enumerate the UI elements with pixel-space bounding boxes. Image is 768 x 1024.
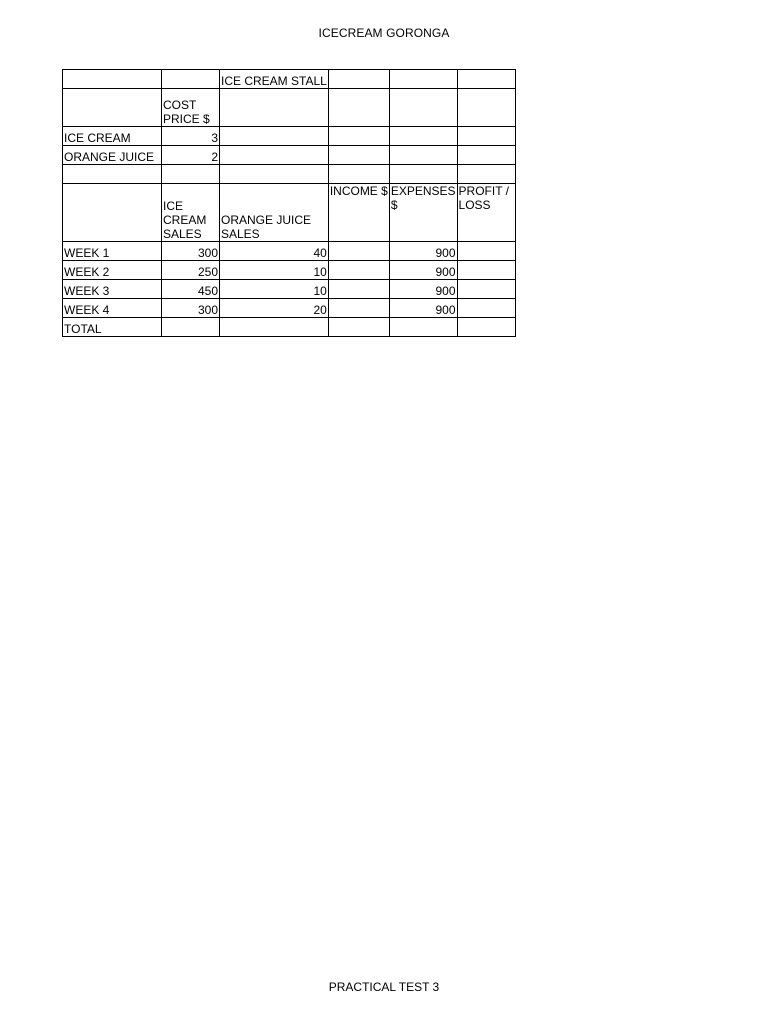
cell[interactable] — [162, 70, 220, 89]
ice-cream-sales-cell[interactable]: 250 — [162, 261, 220, 280]
table-row-item — [63, 127, 516, 146]
total-label-cell[interactable]: TOTAL — [63, 318, 162, 337]
expenses-cell[interactable]: 900 — [389, 242, 457, 261]
expenses-cell[interactable]: 900 — [389, 299, 457, 318]
item-cost-cell[interactable]: 2 — [162, 146, 220, 165]
table-row-title — [63, 70, 516, 89]
income-cell[interactable] — [328, 299, 389, 318]
item-name-cell[interactable]: ICE CREAM — [63, 127, 162, 146]
week-label-cell[interactable]: WEEK 1 — [63, 242, 162, 261]
table-row-week — [63, 280, 516, 299]
cell[interactable] — [162, 318, 220, 337]
stall-title-cell[interactable]: ICE CREAM STALL — [220, 70, 329, 89]
orange-juice-sales-cell[interactable]: 40 — [220, 242, 329, 261]
expenses-header[interactable]: EXPENSES $ — [389, 184, 457, 242]
expenses-cell[interactable]: 900 — [389, 261, 457, 280]
profit-loss-header[interactable]: PROFIT / LOSS — [457, 184, 515, 242]
expenses-cell[interactable]: 900 — [389, 280, 457, 299]
cell[interactable] — [328, 318, 389, 337]
table-row-week — [63, 242, 516, 261]
cell[interactable] — [328, 127, 389, 146]
table-row-column-headers — [63, 184, 516, 242]
table-row-week — [63, 261, 516, 280]
ice-cream-sales-cell[interactable]: 300 — [162, 299, 220, 318]
profit-loss-cell[interactable] — [457, 242, 515, 261]
table-row-empty — [63, 165, 516, 184]
cell[interactable] — [389, 318, 457, 337]
profit-loss-cell[interactable] — [457, 261, 515, 280]
cell[interactable] — [389, 127, 457, 146]
item-cost-cell[interactable]: 3 — [162, 127, 220, 146]
item-name-cell[interactable]: ORANGE JUICE — [63, 146, 162, 165]
income-cell[interactable] — [328, 261, 389, 280]
cell[interactable] — [220, 127, 329, 146]
page-title: ICECREAM GORONGA — [318, 26, 450, 40]
cell[interactable] — [457, 165, 515, 184]
ice-cream-sales-cell[interactable]: 300 — [162, 242, 220, 261]
cell[interactable] — [457, 127, 515, 146]
profit-loss-cell[interactable] — [457, 299, 515, 318]
income-cell[interactable] — [328, 242, 389, 261]
table-row-item — [63, 146, 516, 165]
cell[interactable] — [63, 165, 162, 184]
profit-loss-cell[interactable] — [457, 280, 515, 299]
week-label-cell[interactable]: WEEK 3 — [63, 280, 162, 299]
cell[interactable] — [162, 165, 220, 184]
cell[interactable] — [389, 70, 457, 89]
cell[interactable] — [63, 70, 162, 89]
cell[interactable] — [328, 70, 389, 89]
cell[interactable] — [328, 89, 389, 127]
orange-juice-sales-cell[interactable]: 10 — [220, 280, 329, 299]
cell[interactable] — [389, 89, 457, 127]
income-header[interactable]: INCOME $ — [328, 184, 389, 242]
cell[interactable] — [220, 146, 329, 165]
footer-label: PRACTICAL TEST 3 — [328, 980, 440, 994]
cell[interactable] — [389, 146, 457, 165]
cell[interactable] — [63, 89, 162, 127]
cell[interactable] — [328, 146, 389, 165]
cell[interactable] — [220, 89, 329, 127]
week-label-cell[interactable]: WEEK 2 — [63, 261, 162, 280]
orange-juice-sales-header[interactable]: ORANGE JUICE SALES — [220, 184, 329, 242]
cell[interactable] — [457, 318, 515, 337]
ice-cream-sales-header[interactable]: ICE CREAM SALES — [162, 184, 220, 242]
cell[interactable] — [457, 89, 515, 127]
ice-cream-sales-cell[interactable]: 450 — [162, 280, 220, 299]
orange-juice-sales-cell[interactable]: 10 — [220, 261, 329, 280]
week-label-cell[interactable]: WEEK 4 — [63, 299, 162, 318]
cell[interactable] — [63, 184, 162, 242]
table-row-cost-header — [63, 89, 516, 127]
orange-juice-sales-cell[interactable]: 20 — [220, 299, 329, 318]
cell[interactable] — [220, 318, 329, 337]
cell[interactable] — [389, 165, 457, 184]
table-row-week — [63, 299, 516, 318]
cell[interactable] — [457, 70, 515, 89]
cell[interactable] — [457, 146, 515, 165]
cost-price-header-cell[interactable]: COST PRICE $ — [162, 89, 220, 127]
income-cell[interactable] — [328, 280, 389, 299]
ice-cream-stall-table — [62, 69, 516, 337]
cell[interactable] — [220, 165, 329, 184]
cell[interactable] — [328, 165, 389, 184]
table-row-total — [63, 318, 516, 337]
